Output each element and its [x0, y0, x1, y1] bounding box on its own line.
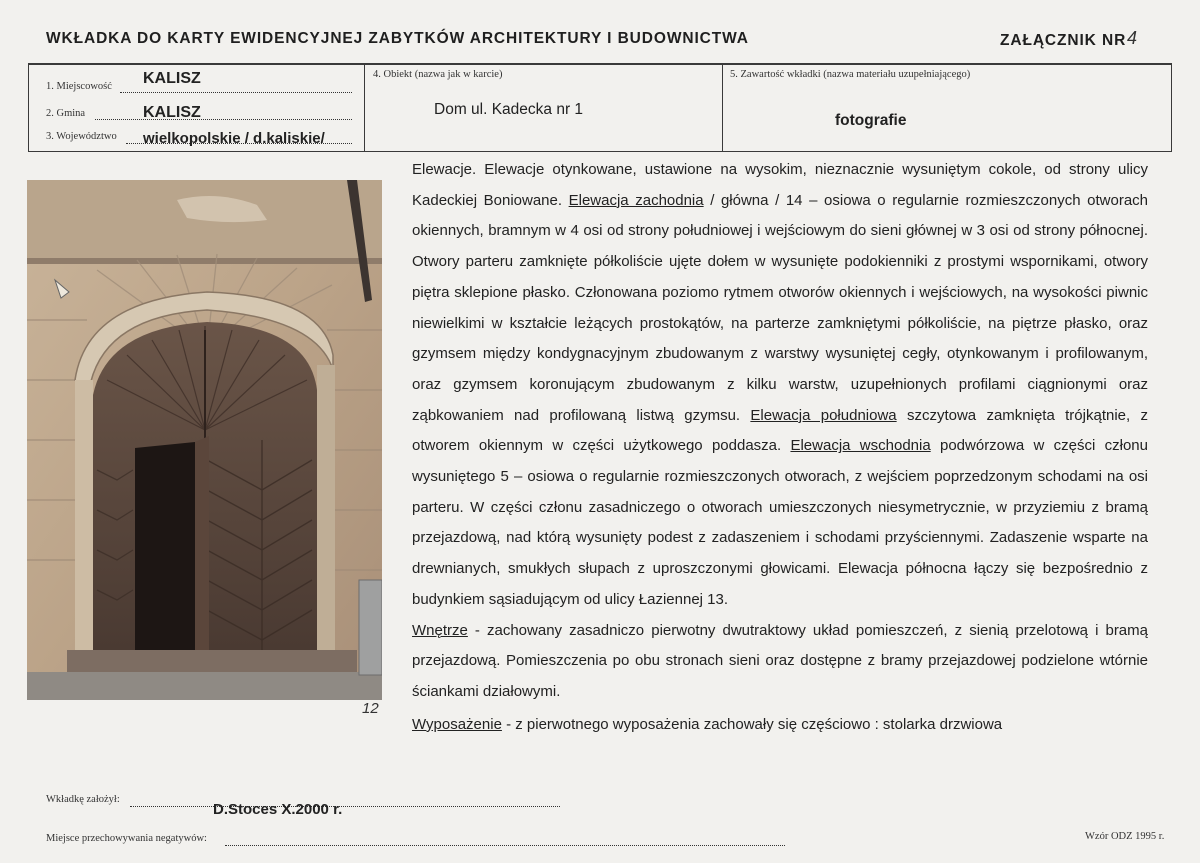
description-text [412, 155, 1148, 740]
divider-2 [722, 63, 723, 151]
interior-heading: Wnętrze [412, 621, 468, 639]
top-rule [28, 63, 1172, 65]
author-value: D.Stoces X.2000 r. [213, 801, 343, 818]
zawartosc-value: fotografie [835, 112, 907, 129]
west-elevation-text: / główna / 14 – osiowa o regularnie rozmieszczonych otworach okiennych, bramnym w 4 osi od strony południowej i wejściowym do sieni głównej w 3 osi od strony północnej. Otwory parteru zamknięte półkoliście ujęte dołem w wysunięte podokienniki z prostymi wspornikami, otwory piętra sklepione płasko. Członowana poziomo rytmem otworów okiennych i wejściowych, na wysokości piwnic niewielkimi w kształcie leżących prostokątów, na parterze zamkniętymi półkoliście, na piętrze płasko, oraz gzymsem między kondygnacyjnym zbudowanym z warstwy wysuniętej cegły, otynkowanym i profilowanym, oraz gzymsem koronującym zbudowanym z kilku warstw, uzupełnionych profilami ciągnionymi oraz ząbkowaniem nad profilowaną listwą gzymsu. [412, 191, 1149, 424]
template-label: Wzór ODZ 1995 r. [1085, 831, 1165, 842]
gmina-dots [95, 119, 352, 120]
south-elevation-text: szczytowa zamknięta trójkątnie, z otworem okiennym w części użytkowego poddasza. [412, 406, 1148, 455]
wojewodztwo-value: wielkopolskie / d.kaliskie/ [143, 130, 325, 147]
author-label: Wkładkę założył: [46, 794, 120, 805]
right-rule [1171, 63, 1172, 151]
building-gate-photo [27, 180, 382, 700]
gmina-value: KALISZ [143, 104, 201, 121]
equipment-text: - z pierwotnego wyposażenia zachowały się częściowo : stolarka drzwiowa [501, 715, 1003, 733]
fields-bottom-rule [28, 151, 1172, 152]
divider-1 [364, 63, 365, 151]
miejscowosc-dots [120, 92, 352, 93]
paragraph-elevations [412, 155, 1148, 616]
obiekt-label: 4. Obiekt (nazwa jak w karcie) [373, 69, 503, 80]
gmina-label: 2. Gmina [46, 108, 86, 119]
west-elevation-heading: Elewacja zachodnia [568, 191, 704, 209]
miejscowosc-value: KALISZ [143, 70, 201, 87]
equipment-heading: Wyposażenie [412, 715, 502, 733]
photo-number: 12 [362, 700, 379, 717]
paragraph-equipment [412, 710, 1148, 741]
paragraph-interior [412, 616, 1148, 708]
east-elevation-text: podwórzowa w części członu wysuniętego 5 – osiowa o regularnie rozmieszczonych otworach, z wejściem poprzedzonym schodami na osi parteru. W części członu zasadniczego o otworach umieszczonych niesymetrycznie, w przyziemiu z bramą przejazdową, nad którą wysunięty podest z zadaszeniem i schodami przyściennymi. Zadaszenie wsparte na drewnianych, smukłych słupach z uproszczonymi głowicami. Elewacja północna łączy się bezpośrednio z budynkiem sąsiadującym od ulicy Łaziennej 13. [412, 437, 1148, 608]
miejscowosc-label: 1. Miejscowość [46, 81, 112, 92]
attachment-label: ZAŁĄCZNIK NR [1000, 32, 1127, 49]
left-rule [28, 63, 29, 151]
author-dots [130, 806, 560, 807]
obiekt-value: Dom ul. Kadecka nr 1 [434, 101, 584, 118]
negatives-label: Miejsce przechowywania negatywów: [46, 833, 207, 844]
form-title: WKŁADKA DO KARTY EWIDENCYJNEJ ZABYTKÓW ARCHITEKTURY I BUDOWNICTWA [46, 30, 749, 47]
elevations-intro: Elewacje. Elewacje otynkowane, ustawione na wysokim, nieznacznie wysuniętym cokole, od strony ulicy Kadeckiej Boniowane. [412, 161, 1148, 209]
zawartosc-label: 5. Zawartość wkładki (nazwa materiału uzupełniającego) [730, 69, 971, 80]
east-elevation-heading: Elewacja wschodnia [790, 437, 931, 455]
negatives-dots [225, 845, 785, 846]
wojewodztwo-label: 3. Województwo [46, 131, 117, 142]
south-elevation-heading: Elewacja południowa [750, 406, 897, 424]
attachment-number: 4 [1127, 28, 1138, 48]
interior-text: - zachowany zasadniczo pierwotny dwutraktowy układ pomieszczeń, z sienią przelotową i bramą przejazdową. Pomieszczenia po obu stronach sieni oraz dostępne z bramy przejazdowej podzielone wtórnie ściankami działowymi. [412, 621, 1148, 700]
